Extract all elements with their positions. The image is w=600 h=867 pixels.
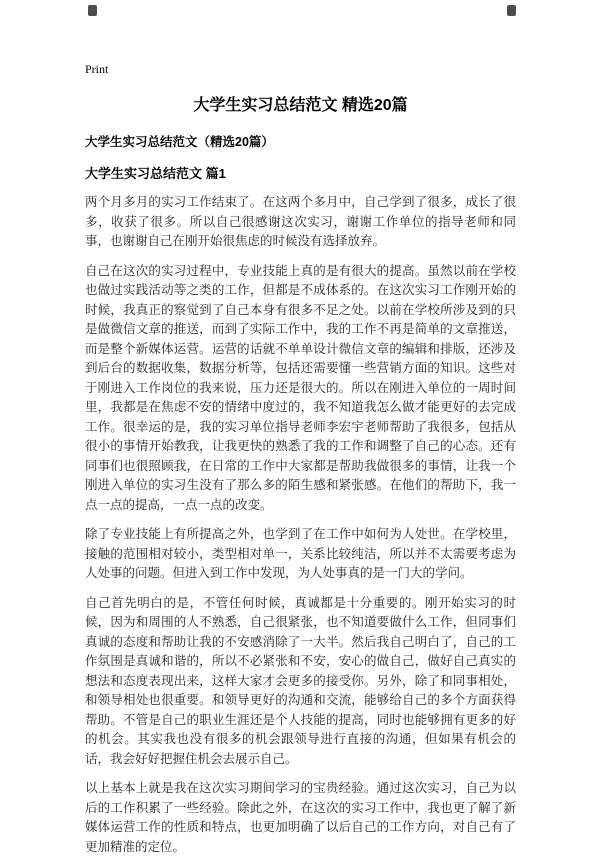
- doc-subtitle: 大学生实习总结范文（精选20篇）: [85, 135, 274, 149]
- print-button[interactable]: Print: [85, 62, 109, 76]
- paragraph: 两个月多月的实习工作结束了。在这两个多月中，自己学到了很多，成长了很多，收获了很多。所以自己很感谢这次实习，谢谢工作单位的指导老师和同事，也谢谢自己在刚开始很焦虑的时候没有选择放弃。: [85, 195, 516, 248]
- paragraph: 除了专业技能上有所提高之外，也学到了在工作中如何为人处世。在学校里，接触的范围相对较小，类型相对单一，关系比较纯洁，所以并不太需要考虑为人处事的问题。但进入到工作中发现，为人处事真的是一门大的学问。: [85, 527, 516, 580]
- page-title: 大学生实习总结范文 精选20篇: [193, 97, 408, 114]
- section-heading: 大学生实习总结范文 篇1: [85, 166, 226, 181]
- paragraph: 以上基本上就是我在这次实习期间学习的宝贵经验。通过这次实习，自己为以后的工作积累了一些经验。除此之外，在这次的实习工作中，我也更了解了新媒体运营工作的性质和特点，也更加明确了以后自己的工作方向，对自己有了更加精准的定位。: [85, 781, 516, 854]
- page-corner-right-icon: [507, 5, 516, 16]
- page-corner-left-icon: [88, 5, 97, 16]
- document-content: [85, 96, 516, 867]
- paragraph: 自己在这次的实习过程中，专业技能上真的是有很大的提高。虽然以前在学校也做过实践活动等之类的工作，但都是不成体系的。在这次实习工作刚开始的时候，我真正的察觉到了自己本身有很多不足之处。以前在学校所涉及到的只是做微信文章的推送，而到了实际工作中，我的工作不再是简单的文章推送，而是整个新媒体运营。运营的话就不单单设计微信文章的编辑和排版，还涉及到后台的数据收集，数据分析等，包括还需要懂一些营销方面的知识。这些对于刚进入工作岗位的我来说，压力还是很大的。所以在刚进入单位的一周时间里，我都是在焦虑不安的情绪中度过的，我不知道我怎么做才能更好的去完成工作。很幸运的是，我的实习单位指导老师李宏宇老师帮助了我很多，包括从很小的事情开始教我，让我更快的熟悉了我的工作和调整了自己的心态。还有同事们也很照顾我，在日常的工作中大家都是帮助我做很多的事情，让我一个刚进入单位的实习生没有了那么多的陌生感和紧张感。在他们的帮助下，我一点一点的提高，一点一点的改变。: [85, 263, 516, 512]
- paragraph: 自己首先明白的是，不管任何时候，真诚都是十分重要的。刚开始实习的时候，因为和周围的人不熟悉，自己很紧张，也不知道要做什么工作，但同事们真诚的态度和帮助让我的不安感消除了一大半。然后我自己明白了，自己的工作氛围是真诚和谐的，所以不必紧张和不安，安心的做自己，做好自己真实的想法和态度表现出来，这样大家才会更多的接受你。另外，除了和同事相处，和领导相处也很重要。和领导更好的沟通和交流，能够给自己的多个方面获得帮助。不管是自己的职业生涯还是个人技能的提高，同时也能够拥有更多的好的机会。其实我也没有很多的机会跟领导进行直接的沟通，但如果有机会的话，我会好好把握住机会去展示自己。: [85, 595, 516, 766]
